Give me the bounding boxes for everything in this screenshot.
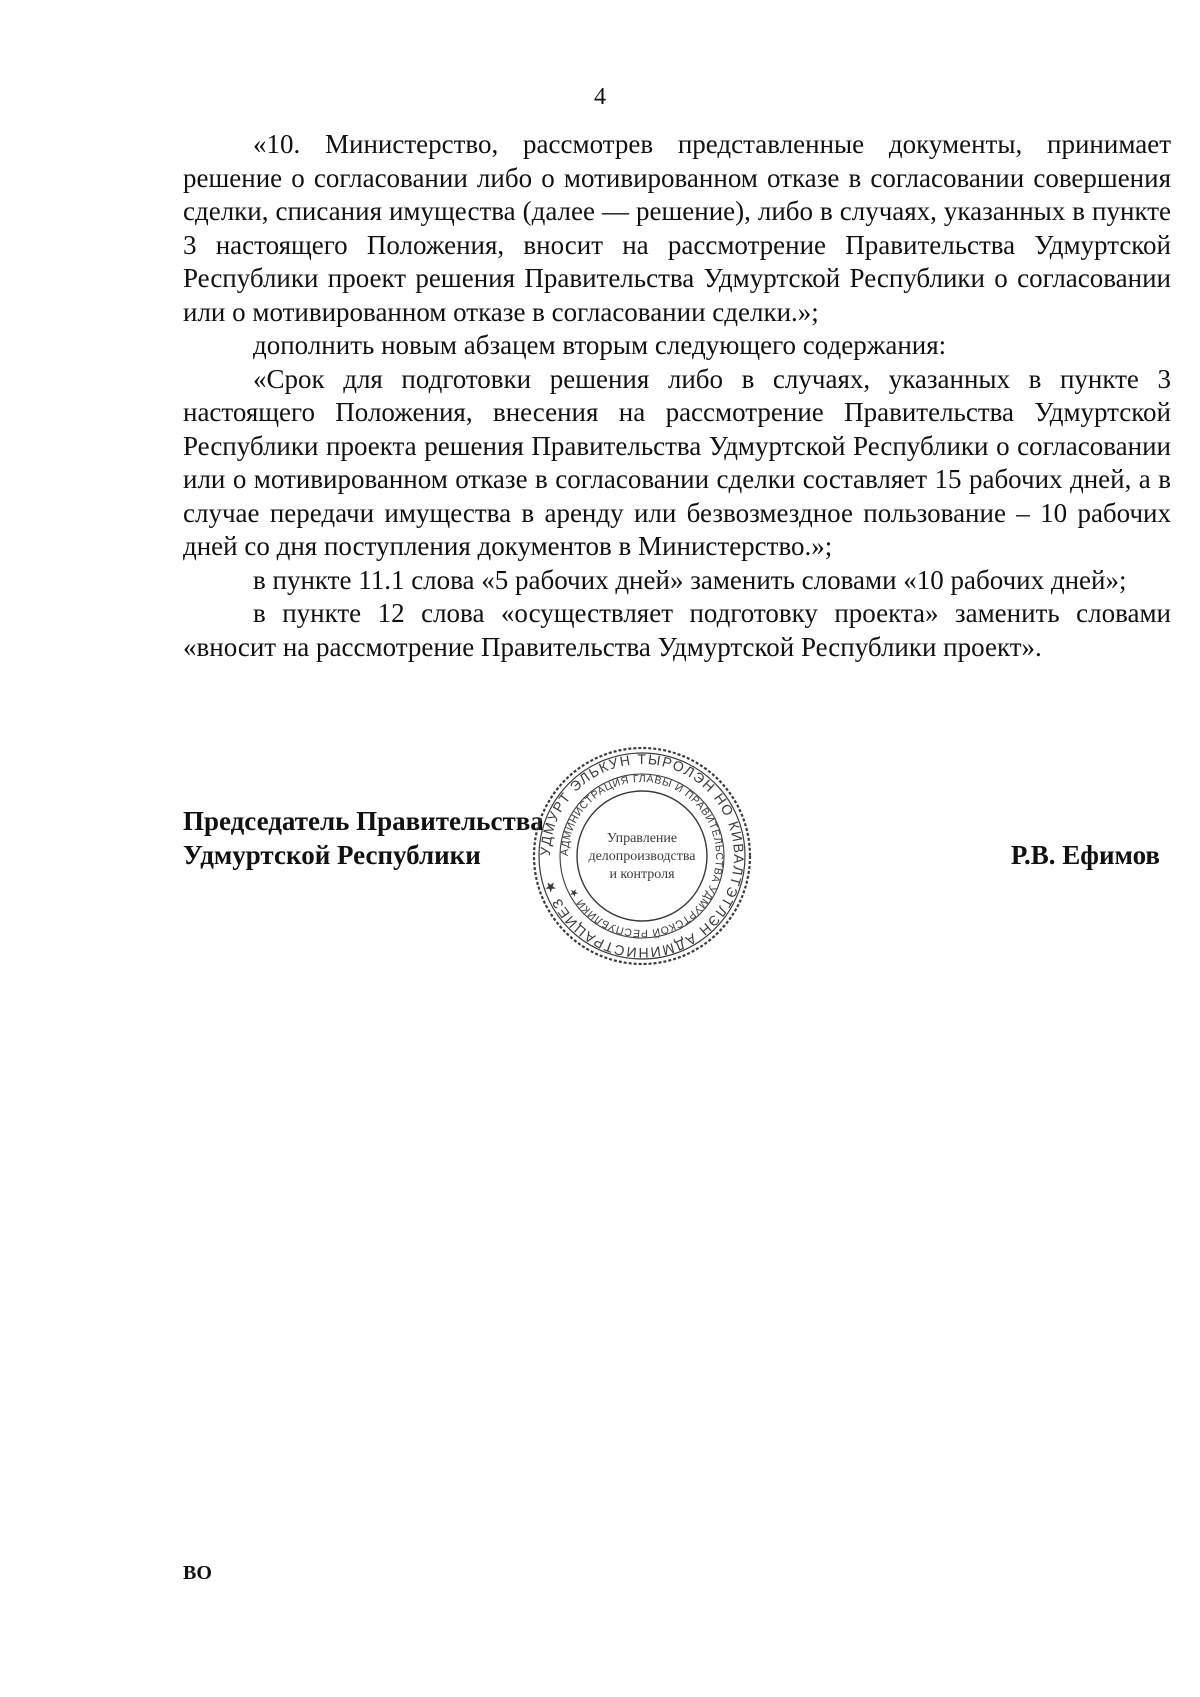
stamp-outer-ring-text: УДМУРТ ЭЛЬКУН ТЫРОЛЭН НО КИВАЛТЭТЛЭН АДМИНИСТРАЦИЕЗ ★: [536, 750, 748, 962]
official-stamp-icon: [528, 742, 756, 970]
stamp-center-line1: Управление: [606, 831, 678, 846]
signatory-position: [183, 804, 544, 872]
paragraph-3: «Срок для подготовки решения либо в случаях, указанных в пункте 3 настоящего Положения, внесения на рассмотрение Правительства Удмуртской Республики проекта решения Правительства Удмуртской Республики о согласовании или о мотивированном отказе в согласовании сделки составляет 15 рабочих дней, а в случае передачи имущества в аренду или безвозмездное пользование – 10 рабочих дней со дня поступления документов в Министерство.»;: [183, 363, 1171, 561]
paragraph-2: дополнить новым абзацем вторым следующего содержания:: [253, 330, 947, 360]
stamp-center-line3: и контроля: [609, 867, 675, 882]
signatory-name: Р.В. Ефимов: [1010, 840, 1160, 870]
paragraph-5: в пункте 12 слова «осуществляет подготовку проекта» заменить словами «вносит на рассмотрение Правительства Удмуртской Республики проект».: [183, 598, 1171, 662]
paragraph-4: в пункте 11.1 слова «5 рабочих дней» заменить словами «10 рабочих дней»;: [253, 564, 1127, 595]
stamp-center-line2: делопроизводства: [588, 849, 696, 864]
signatory-position-line1: Председатель Правительства: [183, 806, 544, 836]
signatory-position-line2: Удмуртской Республики: [183, 840, 481, 870]
paragraph-1: «10. Министерство, рассмотрев представленные документы, принимает решение о согласовании либо о мотивированном отказе в согласовании совершения сделки, списания имущества (далее — решение), либо в случаях, указанных в пункте 3 настоящего Положения, вносит на рассмотрение Правительства Удмуртской Республики проект решения Правительства Удмуртской Республики о согласовании или о мотивированном отказе в согласовании сделки.»;: [183, 129, 1171, 327]
footer-initials: ВО: [183, 1562, 212, 1584]
page-number: 4: [594, 84, 606, 110]
document-body: [183, 128, 1171, 664]
stamp-inner-ring-text: АДМИНИСТРАЦИЯ ГЛАВЫ И ПРАВИТЕЛЬСТВА УДМУРТСКОЙ РЕСПУБЛИКИ ★: [558, 772, 726, 940]
